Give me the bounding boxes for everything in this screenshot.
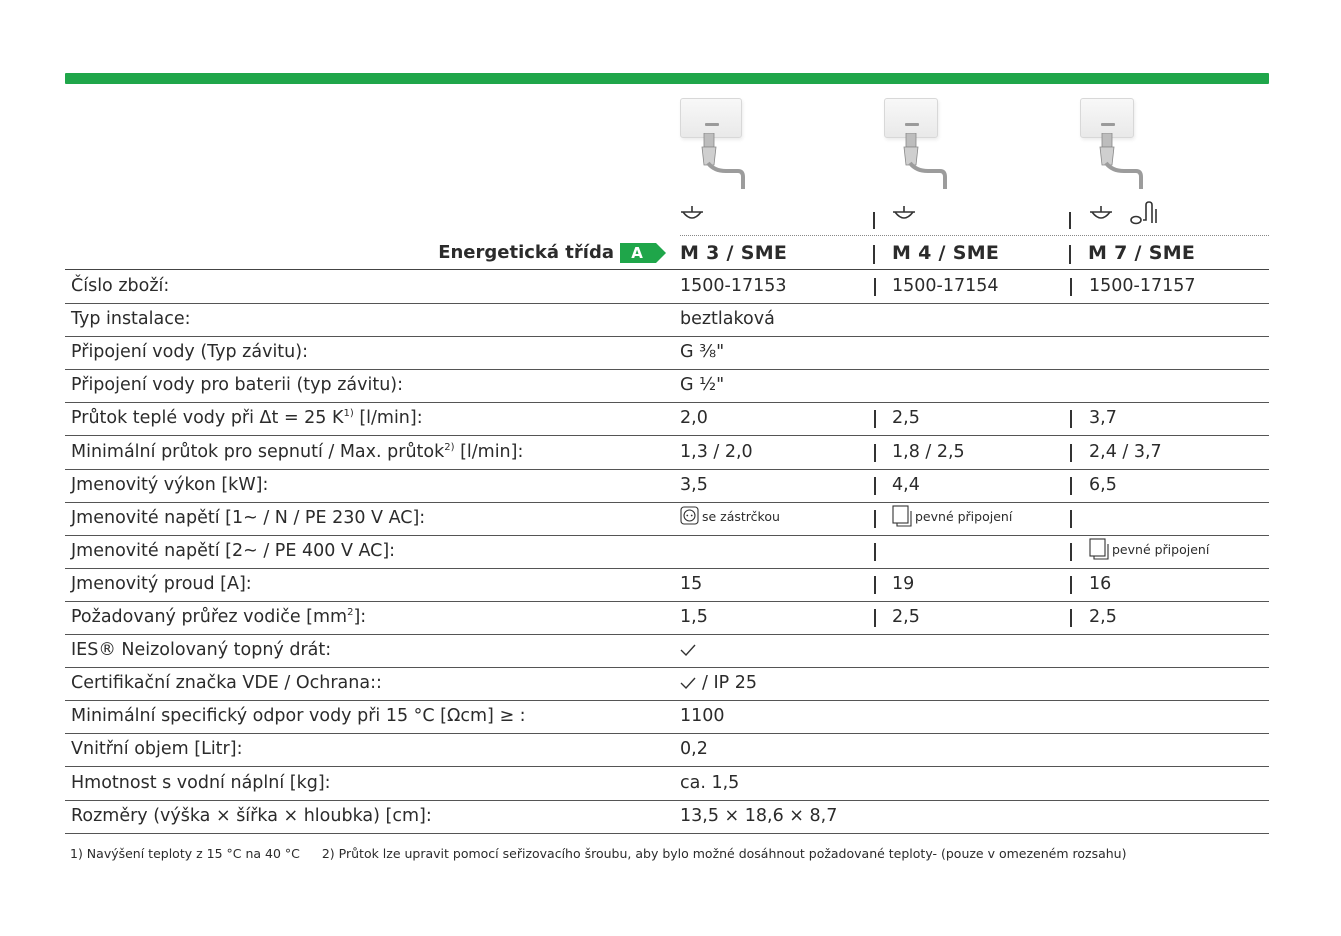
row-label: Minimální specifický odpor vody při 15 °C [Ωcm] ≥ : bbox=[71, 706, 526, 727]
footnotes bbox=[70, 846, 1126, 861]
column-separator bbox=[1070, 576, 1072, 594]
header-dotted-rule bbox=[680, 235, 1269, 236]
cell-model-1: G ½" bbox=[680, 375, 725, 396]
row-label: Jmenovité napětí [1~ / N / PE 230 V AC]: bbox=[71, 507, 426, 528]
cell-model-3: 16 bbox=[1089, 573, 1112, 594]
cell-model-2: 1500-17154 bbox=[892, 276, 999, 296]
cell-model-1: ca. 1,5 bbox=[680, 772, 740, 793]
column-separator bbox=[874, 477, 876, 495]
row-label: Minimální průtok pro sepnutí / Max. průtok$^{2)}$ [l/min]: bbox=[71, 441, 524, 462]
row-label: Připojení vody pro baterii (typ závitu): bbox=[71, 375, 404, 396]
heater-body bbox=[680, 98, 742, 138]
table-row bbox=[65, 634, 1269, 668]
cell-model-2: 19 bbox=[892, 573, 915, 594]
faucet-icon bbox=[1080, 133, 1150, 193]
model-name-m7: M 7 / SME bbox=[1088, 242, 1196, 264]
footnote-1: 1) Navýšení teploty z 15 °C na 40 °C bbox=[70, 846, 300, 861]
product-image-m3 bbox=[680, 95, 760, 195]
column-separator bbox=[874, 278, 876, 296]
cell-model-1: / IP 25 bbox=[680, 673, 757, 693]
heater-body bbox=[884, 98, 938, 138]
column-separator bbox=[874, 410, 876, 428]
row-label: Hmotnost s vodní náplní [kg]: bbox=[71, 772, 331, 793]
column-separator bbox=[874, 510, 876, 528]
cell-model-2: pevné připojení bbox=[892, 505, 1012, 527]
cell-model-1: 1,5 bbox=[680, 607, 708, 627]
fixed-connection-icon bbox=[892, 505, 912, 527]
cell-model-1: 1500-17153 bbox=[680, 276, 787, 296]
cell-model-1: 1,3 / 2,0 bbox=[680, 441, 753, 462]
column-separator bbox=[874, 576, 876, 594]
sink-icon bbox=[1088, 204, 1114, 226]
row-label: Vnitřní objem [Litr]: bbox=[71, 739, 243, 760]
column-separator bbox=[1070, 510, 1072, 528]
column-separator bbox=[1070, 477, 1072, 495]
column-separator bbox=[873, 212, 875, 229]
cell-model-3: 3,7 bbox=[1089, 408, 1117, 429]
cell-model-1 bbox=[680, 640, 702, 660]
row-label: Průtok teplé vody při Δt = 25 $K^{1)}$ [l/min]: bbox=[71, 408, 423, 429]
product-image-m7 bbox=[1080, 95, 1160, 195]
row-label: Jmenovitý proud [A]: bbox=[71, 573, 252, 594]
model-name-m3: M 3 / SME bbox=[680, 242, 788, 264]
table-row bbox=[65, 733, 1269, 767]
column-separator bbox=[874, 609, 876, 627]
checkmark-icon bbox=[680, 644, 696, 656]
sink-icon bbox=[891, 204, 917, 226]
cell-model-1: G ⅜" bbox=[680, 342, 725, 363]
table-row bbox=[65, 270, 1269, 304]
product-image-m4 bbox=[884, 95, 964, 195]
cell-model-3: pevné připojení bbox=[1089, 538, 1209, 560]
column-separator bbox=[1070, 609, 1072, 627]
cell-model-2: 2,5 bbox=[892, 607, 920, 627]
row-label: Jmenovitý výkon [kW]: bbox=[71, 474, 269, 495]
fixed-connection-icon bbox=[1089, 538, 1109, 560]
table-row bbox=[65, 535, 1269, 569]
table-row bbox=[65, 402, 1269, 436]
table-row bbox=[65, 601, 1269, 635]
cell-model-1: 3,5 bbox=[680, 474, 708, 495]
cell-model-3: 2,4 / 3,7 bbox=[1089, 441, 1162, 462]
row-label: Rozměry (výška × šířka × hloubka) [cm]: bbox=[71, 805, 432, 826]
column-separator bbox=[1070, 410, 1072, 428]
cell-model-1: beztlaková bbox=[680, 309, 775, 330]
table-row bbox=[65, 369, 1269, 403]
cell-model-1: se zástrčkou bbox=[680, 506, 780, 526]
heater-body bbox=[1080, 98, 1134, 138]
cell-model-2: 2,5 bbox=[892, 408, 920, 429]
footnote-2: 2) Průtok lze upravit pomocí seřizovacího šroubu, aby bylo možné dosáhnout požadované teploty- (pouze v omezeném rozsahu) bbox=[321, 846, 1127, 861]
cell-model-1: 2,0 bbox=[680, 408, 708, 429]
cell-model-1: 1100 bbox=[680, 706, 725, 727]
cell-model-2: 4,4 bbox=[892, 474, 920, 495]
row-label: Připojení vody (Typ závitu): bbox=[71, 342, 308, 363]
energy-class-badge bbox=[620, 243, 666, 263]
column-separator bbox=[1070, 444, 1072, 462]
row-label: Typ instalace: bbox=[71, 309, 191, 330]
faucet-icon bbox=[680, 133, 750, 193]
sink-icon bbox=[679, 204, 705, 226]
accent-bar bbox=[65, 73, 1269, 84]
cell-model-3: 6,5 bbox=[1089, 474, 1117, 495]
column-separator bbox=[1069, 245, 1071, 264]
column-separator bbox=[1070, 543, 1072, 561]
table-row bbox=[65, 436, 1269, 470]
row-label: Certifikační značka VDE / Ochrana:: bbox=[71, 673, 382, 694]
table-row bbox=[65, 667, 1269, 701]
model-name-m4: M 4 / SME bbox=[892, 242, 1000, 264]
svg-text:A: A bbox=[631, 244, 643, 262]
cell-model-1: 0,2 bbox=[680, 739, 708, 760]
column-separator bbox=[1070, 278, 1072, 296]
cell-model-3: 2,5 bbox=[1089, 607, 1117, 627]
table-row bbox=[65, 303, 1269, 337]
row-label: Jmenovité napětí [2~ / PE 400 V AC]: bbox=[71, 540, 396, 561]
cell-model-1: 13,5 × 18,6 × 8,7 bbox=[680, 805, 838, 826]
cell-model-3: 1500-17157 bbox=[1089, 276, 1196, 296]
plug-icon bbox=[680, 506, 699, 525]
table-row bbox=[65, 469, 1269, 503]
column-separator bbox=[1069, 212, 1071, 229]
table-row bbox=[65, 336, 1269, 370]
checkmark-icon bbox=[680, 677, 696, 689]
table-row bbox=[65, 767, 1269, 801]
table-row bbox=[65, 502, 1269, 536]
table-row bbox=[65, 568, 1269, 602]
column-separator bbox=[874, 543, 876, 561]
row-label: IES® Neizolovaný topný drát: bbox=[71, 640, 332, 661]
row-label: Požadovaný průřez vodiče $[mm^2]$: bbox=[71, 607, 367, 627]
shower-icon bbox=[1129, 201, 1161, 227]
row-label: Číslo zboží: bbox=[71, 276, 170, 296]
faucet-icon bbox=[884, 133, 954, 193]
cell-model-2: 1,8 / 2,5 bbox=[892, 441, 965, 462]
table-row bbox=[65, 800, 1269, 834]
table-row bbox=[65, 700, 1269, 734]
column-separator bbox=[874, 444, 876, 462]
energy-class-label: Energetická třída bbox=[438, 242, 614, 263]
column-separator bbox=[873, 245, 875, 264]
cell-model-1: 15 bbox=[680, 573, 703, 594]
